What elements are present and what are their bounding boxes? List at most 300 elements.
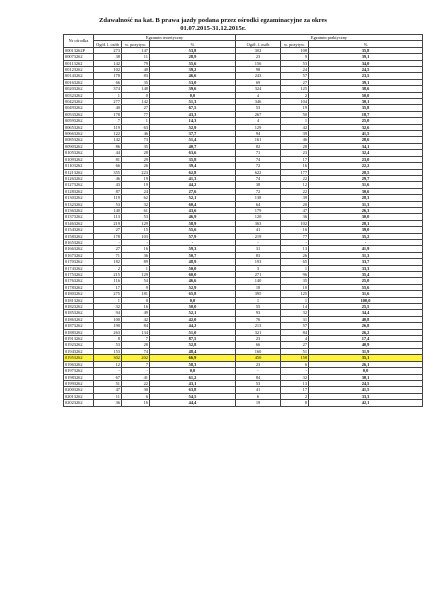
practice-passed-cell: 32 bbox=[281, 310, 309, 316]
theory-percent-cell: 52,1 bbox=[150, 310, 236, 316]
title-line-1: Zdawalność na kat. B prawa jazdy podana przez ośrodki egzaminacyjne za okres bbox=[99, 17, 327, 24]
practice-passed-cell: 14 bbox=[281, 304, 309, 310]
theory-percent-cell: 46,9 bbox=[150, 214, 236, 220]
practice-total-cell: 74 bbox=[236, 156, 281, 162]
theory-passed-cell: 15 bbox=[122, 227, 150, 233]
center-id-cell: 02023262 bbox=[64, 400, 94, 406]
center-id-cell: 01823262 bbox=[64, 304, 94, 310]
theory-total-cell: 94 bbox=[94, 310, 122, 316]
theory-passed-cell: 129 bbox=[122, 272, 150, 278]
center-id-cell: 00143262 bbox=[64, 73, 94, 79]
practice-passed-cell: 50 bbox=[281, 111, 309, 117]
practice-percent-cell: 34,1 bbox=[309, 143, 423, 149]
theory-total-cell: 140 bbox=[94, 207, 122, 213]
theory-total-cell: 44 bbox=[94, 150, 122, 156]
theory-total-cell: 1 bbox=[94, 297, 122, 303]
header-theory-percent: % bbox=[150, 41, 236, 47]
practice-total-cell: 3 bbox=[236, 265, 281, 271]
practice-percent-cell: 32,6 bbox=[309, 124, 423, 130]
center-id-cell: 00533262 bbox=[64, 111, 94, 117]
theory-percent-cell: 27,6 bbox=[150, 188, 236, 194]
practice-total-cell: 324 bbox=[236, 86, 281, 92]
theory-percent-cell: 35,8 bbox=[150, 156, 236, 162]
theory-passed-cell: 16 bbox=[122, 304, 150, 310]
theory-total-cell: 142 bbox=[94, 60, 122, 66]
practice-percent-cell: - bbox=[309, 239, 423, 245]
practice-passed-cell: 39 bbox=[281, 131, 309, 137]
practice-passed-cell: 51 bbox=[281, 348, 309, 354]
theory-passed-cell: 74 bbox=[122, 348, 150, 354]
center-id-cell: 01373262 bbox=[64, 214, 94, 220]
theory-passed-cell: 42 bbox=[122, 316, 150, 322]
practice-total-cell: 18 bbox=[236, 284, 281, 290]
practice-passed-cell: 1 bbox=[281, 265, 309, 271]
theory-passed-cell: 26 bbox=[122, 163, 150, 169]
practice-total-cell: 64 bbox=[236, 201, 281, 207]
practice-percent-cell: 17,4 bbox=[309, 336, 423, 342]
practice-total-cell: 69 bbox=[236, 79, 281, 85]
theory-percent-cell: 58,3 bbox=[150, 361, 236, 367]
theory-passed-cell: 7 bbox=[122, 336, 150, 342]
practice-total-cell: 622 bbox=[236, 169, 281, 175]
practice-percent-cell: 33,3 bbox=[309, 393, 423, 399]
practice-percent-cell: 23,0 bbox=[309, 156, 423, 162]
theory-total-cell: 116 bbox=[94, 278, 122, 284]
theory-percent-cell: 43,1 bbox=[150, 380, 236, 386]
theory-passed-cell: 134 bbox=[122, 329, 150, 335]
theory-total-cell: 46 bbox=[94, 175, 122, 181]
center-id-cell: 01363262 bbox=[64, 207, 94, 213]
center-id-cell: 01753262 bbox=[64, 272, 94, 278]
theory-passed-cell: 35 bbox=[122, 143, 150, 149]
practice-passed-cell: 39 bbox=[281, 195, 309, 201]
practice-percent-cell: 41,5 bbox=[309, 131, 423, 137]
practice-percent-cell: 40,8 bbox=[309, 316, 423, 322]
practice-percent-cell: 31,6 bbox=[309, 182, 423, 188]
practice-percent-cell: 38,1 bbox=[309, 374, 423, 380]
theory-passed-cell: 41 bbox=[122, 374, 150, 380]
practice-total-cell: 41 bbox=[236, 227, 281, 233]
theory-total-cell: 263 bbox=[94, 329, 122, 335]
practice-percent-cell: 25,0 bbox=[309, 118, 423, 124]
practice-passed-cell: 22 bbox=[281, 188, 309, 194]
practice-passed-cell: 16 bbox=[281, 163, 309, 169]
theory-passed-cell: 84 bbox=[122, 323, 150, 329]
title-line-2: 01.07.2015-31.12.2015r. bbox=[180, 25, 246, 32]
theory-passed-cell: 9 bbox=[122, 284, 150, 290]
center-id-cell: 01463262 bbox=[64, 220, 94, 226]
practice-passed-cell: 24 bbox=[281, 67, 309, 73]
practice-total-cell: 267 bbox=[236, 111, 281, 117]
theory-percent-cell: 54,5 bbox=[150, 393, 236, 399]
theory-passed-cell: 202 bbox=[122, 355, 150, 361]
practice-total-cell: 53 bbox=[236, 105, 281, 111]
theory-percent-cell: 59,3 bbox=[150, 246, 236, 252]
center-id-cell: 00423262 bbox=[64, 99, 94, 105]
practice-percent-cell: 34,4 bbox=[309, 310, 423, 316]
theory-passed-cell: 19 bbox=[122, 182, 150, 188]
practice-passed-cell: 125 bbox=[281, 291, 309, 297]
practice-passed-cell: 46 bbox=[281, 137, 309, 143]
practice-passed-cell: 8 bbox=[281, 400, 309, 406]
center-id-cell: 01053262 bbox=[64, 150, 94, 156]
theory-passed-cell: 16 bbox=[122, 400, 150, 406]
practice-passed-cell: 19 bbox=[281, 105, 309, 111]
theory-total-cell: 27 bbox=[94, 246, 122, 252]
theory-total-cell: 113 bbox=[94, 214, 122, 220]
practice-passed-cell: 57 bbox=[281, 323, 309, 329]
theory-percent-cell: 52,9 bbox=[150, 284, 236, 290]
theory-percent-cell: 39,4 bbox=[150, 163, 236, 169]
practice-passed-cell: 9 bbox=[281, 54, 309, 60]
theory-percent-cell: 66,9 bbox=[150, 355, 236, 361]
theory-percent-cell: 52,8 bbox=[150, 342, 236, 348]
practice-percent-cell: 28,5 bbox=[309, 169, 423, 175]
practice-passed-cell: 1 bbox=[281, 297, 309, 303]
center-id-cell: 00593262 bbox=[64, 118, 94, 124]
theory-passed-cell: 1 bbox=[122, 265, 150, 271]
center-id-cell: 00653262 bbox=[64, 124, 94, 130]
practice-total-cell: 346 bbox=[236, 99, 281, 105]
center-id-cell: 01803262 bbox=[64, 291, 94, 297]
practice-passed-cell: 31 bbox=[281, 316, 309, 322]
theory-passed-cell: 40 bbox=[122, 67, 150, 73]
practice-percent-cell: 31,3 bbox=[309, 252, 423, 258]
practice-passed-cell: 17 bbox=[281, 387, 309, 393]
theory-passed-cell: 32 bbox=[122, 201, 150, 207]
practice-total-cell: 395 bbox=[236, 291, 281, 297]
theory-percent-cell: 46,6 bbox=[150, 73, 236, 79]
practice-percent-cell: 39,0 bbox=[309, 227, 423, 233]
practice-total-cell: 160 bbox=[236, 348, 281, 354]
theory-percent-cell: 51,3 bbox=[150, 99, 236, 105]
theory-total-cell: 102 bbox=[94, 67, 122, 73]
practice-percent-cell: 30,1 bbox=[309, 99, 423, 105]
practice-percent-cell: 30,0 bbox=[309, 214, 423, 220]
theory-passed-cell: 73 bbox=[122, 137, 150, 143]
theory-total-cell: 53 bbox=[94, 342, 122, 348]
center-id-cell: 01673262 bbox=[64, 252, 94, 258]
theory-percent-cell: 0,0 bbox=[150, 92, 236, 98]
practice-total-cell: 93 bbox=[236, 310, 281, 316]
theory-percent-cell: 61,2 bbox=[150, 374, 236, 380]
practice-passed-cell: - bbox=[281, 239, 309, 245]
theory-passed-cell: 24 bbox=[122, 188, 150, 194]
practice-passed-cell: 42 bbox=[281, 124, 309, 130]
theory-total-cell: 190 bbox=[94, 323, 122, 329]
practice-percent-cell: 32,4 bbox=[309, 150, 423, 156]
theory-total-cell: 119 bbox=[94, 124, 122, 130]
practice-total-cell: 156 bbox=[236, 60, 281, 66]
practice-total-cell: 53 bbox=[236, 380, 281, 386]
theory-passed-cell: 35 bbox=[122, 79, 150, 85]
practice-total-cell: 66 bbox=[236, 342, 281, 348]
practice-total-cell: 41 bbox=[236, 387, 281, 393]
practice-total-cell: 1 bbox=[236, 297, 281, 303]
practice-total-cell: 120 bbox=[236, 214, 281, 220]
center-id-cell: 00903262 bbox=[64, 143, 94, 149]
practice-passed-cell: 23 bbox=[281, 150, 309, 156]
header-practice-percent: % bbox=[309, 41, 423, 47]
document-title bbox=[63, 17, 363, 33]
theory-percent-cell: 57,9 bbox=[150, 233, 236, 239]
theory-passed-cell: 27 bbox=[122, 105, 150, 111]
practice-percent-cell: 40,9 bbox=[309, 342, 423, 348]
theory-passed-cell: 53 bbox=[122, 214, 150, 220]
theory-percent-cell: 52,1 bbox=[150, 195, 236, 201]
theory-percent-cell: 48,4 bbox=[150, 348, 236, 354]
practice-percent-cell: 31,9 bbox=[309, 348, 423, 354]
practice-passed-cell: 2 bbox=[281, 393, 309, 399]
theory-total-cell: 86 bbox=[94, 143, 122, 149]
practice-percent-cell: 38,6 bbox=[309, 86, 423, 92]
practice-percent-cell: 50,0 bbox=[309, 92, 423, 98]
theory-total-cell: 142 bbox=[94, 137, 122, 143]
practice-percent-cell: 23,5 bbox=[309, 73, 423, 79]
theory-percent-cell: 42,0 bbox=[150, 316, 236, 322]
center-id-cell: 01663262 bbox=[64, 246, 94, 252]
practice-percent-cell: 35,1 bbox=[309, 355, 423, 361]
practice-total-cell: 55 bbox=[236, 304, 281, 310]
practice-passed-cell: 77 bbox=[281, 233, 309, 239]
theory-total-cell: 47 bbox=[94, 387, 122, 393]
center-id-cell: 01853262 bbox=[64, 310, 94, 316]
header-theory-passed: w. pozytyw. bbox=[122, 41, 150, 47]
theory-percent-cell: 43,6 bbox=[150, 207, 236, 213]
practice-passed-cell: - bbox=[281, 368, 309, 374]
practice-percent-cell: 33,3 bbox=[309, 265, 423, 271]
center-id-cell: 00663262 bbox=[64, 131, 94, 137]
practice-total-cell: 23 bbox=[236, 361, 281, 367]
theory-total-cell: 277 bbox=[94, 99, 122, 105]
theory-total-cell: 87 bbox=[94, 188, 122, 194]
theory-percent-cell: 40,7 bbox=[150, 143, 236, 149]
theory-total-cell: 355 bbox=[94, 169, 122, 175]
theory-total-cell: 302 bbox=[94, 355, 122, 361]
theory-total-cell: 1 bbox=[94, 92, 122, 98]
center-id-cell: 00853262 bbox=[64, 137, 94, 143]
theory-percent-cell: 39,6 bbox=[150, 86, 236, 92]
theory-total-cell: 178 bbox=[94, 233, 122, 239]
practice-passed-cell: 13 bbox=[281, 380, 309, 386]
header-practice: Egzamin praktyczny bbox=[236, 35, 423, 41]
theory-percent-cell: 63,8 bbox=[150, 387, 236, 393]
practice-percent-cell: 26,2 bbox=[309, 329, 423, 335]
theory-passed-cell: 29 bbox=[122, 156, 150, 162]
practice-percent-cell: 26,8 bbox=[309, 323, 423, 329]
practice-total-cell: 161 bbox=[236, 137, 281, 143]
theory-passed-cell: 28 bbox=[122, 150, 150, 156]
theory-percent-cell: 50,7 bbox=[150, 252, 236, 258]
practice-percent-cell: 28,6 bbox=[309, 137, 423, 143]
practice-passed-cell: 10 bbox=[281, 284, 309, 290]
theory-percent-cell: 51,4 bbox=[150, 137, 236, 143]
theory-passed-cell: 16 bbox=[122, 246, 150, 252]
theory-percent-cell: 46,6 bbox=[150, 278, 236, 284]
practice-passed-cell: 13 bbox=[281, 246, 309, 252]
practice-total-cell: 84 bbox=[236, 374, 281, 380]
theory-percent-cell: 63,6 bbox=[150, 150, 236, 156]
practice-total-cell: 31 bbox=[236, 246, 281, 252]
center-id-cell: 00113262 bbox=[64, 60, 94, 66]
center-id-cell: 01263262 bbox=[64, 175, 94, 181]
practice-total-cell: 72 bbox=[236, 163, 281, 169]
practice-total-cell: 74 bbox=[236, 175, 281, 181]
theory-passed-cell: 61 bbox=[122, 207, 150, 213]
practice-percent-cell: 39,1 bbox=[309, 79, 423, 85]
practice-total-cell: 38 bbox=[236, 182, 281, 188]
theory-total-cell: 11 bbox=[94, 393, 122, 399]
practice-percent-cell: 35,8 bbox=[309, 47, 423, 53]
practice-percent-cell: 33,7 bbox=[309, 259, 423, 265]
theory-passed-cell: 49 bbox=[122, 310, 150, 316]
practice-passed-cell: 1 bbox=[281, 118, 309, 124]
practice-passed-cell: 12 bbox=[281, 182, 309, 188]
practice-percent-cell: 31,3 bbox=[309, 201, 423, 207]
practice-percent-cell: 100,0 bbox=[309, 297, 423, 303]
theory-percent-cell: 0,0 bbox=[150, 297, 236, 303]
theory-percent-cell: 87,5 bbox=[150, 336, 236, 342]
practice-percent-cell: 35,8 bbox=[309, 105, 423, 111]
practice-total-cell: - bbox=[236, 368, 281, 374]
practice-total-cell: 213 bbox=[236, 323, 281, 329]
theory-passed-cell: 28 bbox=[122, 342, 150, 348]
center-id-cell: 01983262 bbox=[64, 374, 94, 380]
theory-percent-cell: 44,2 bbox=[150, 323, 236, 329]
theory-passed-cell: 7 bbox=[122, 361, 150, 367]
practice-total-cell: 243 bbox=[236, 73, 281, 79]
header-center: Nr ośrodka bbox=[64, 35, 94, 48]
center-id-cell: 01873262 bbox=[64, 323, 94, 329]
theory-percent-cell: 55,6 bbox=[150, 227, 236, 233]
center-id-cell: 01303262 bbox=[64, 195, 94, 201]
theory-passed-cell: 83 bbox=[122, 73, 150, 79]
practice-passed-cell: 177 bbox=[281, 169, 309, 175]
practice-total-cell: 179 bbox=[236, 207, 281, 213]
practice-passed-cell: 17 bbox=[281, 156, 309, 162]
theory-passed-cell: 77 bbox=[122, 111, 150, 117]
theory-percent-cell: 65,8 bbox=[150, 291, 236, 297]
center-id-cell: 01323262 bbox=[64, 201, 94, 207]
center-id-cell: 02003262 bbox=[64, 387, 94, 393]
practice-passed-cell: 35 bbox=[281, 278, 309, 284]
practice-passed-cell: 47 bbox=[281, 207, 309, 213]
theory-percent-cell: 50,0 bbox=[150, 265, 236, 271]
practice-passed-cell: 2 bbox=[281, 92, 309, 98]
center-id-cell: 01703262 bbox=[64, 259, 94, 265]
theory-percent-cell: 62,8 bbox=[150, 169, 236, 175]
practice-percent-cell: 34,0 bbox=[309, 60, 423, 66]
center-id-cell: 00493262 bbox=[64, 105, 94, 111]
center-id-cell: 01883262 bbox=[64, 329, 94, 335]
theory-total-cell: 53 bbox=[94, 201, 122, 207]
center-id-cell: 01783262 bbox=[64, 284, 94, 290]
theory-passed-cell: 147 bbox=[122, 47, 150, 53]
theory-passed-cell: 22 bbox=[122, 380, 150, 386]
theory-total-cell: 153 bbox=[94, 348, 122, 354]
practice-total-cell: 302 bbox=[236, 47, 281, 53]
theory-passed-cell: 54 bbox=[122, 278, 150, 284]
center-id-cell: 00123262 bbox=[64, 67, 94, 73]
practice-percent-cell: 55,6 bbox=[309, 284, 423, 290]
practice-total-cell: 23 bbox=[236, 336, 281, 342]
theory-total-cell: 178 bbox=[94, 73, 122, 79]
practice-total-cell: 450 bbox=[236, 355, 281, 361]
practice-total-cell: 271 bbox=[236, 272, 281, 278]
theory-percent-cell: 0,0 bbox=[150, 368, 236, 374]
practice-passed-cell: 27 bbox=[281, 79, 309, 85]
practice-total-cell: 94 bbox=[236, 131, 281, 137]
theory-percent-cell: 52,9 bbox=[150, 124, 236, 130]
header-practice-total: Ogół. l. osób bbox=[236, 41, 281, 47]
practice-percent-cell: 41,9 bbox=[309, 246, 423, 252]
theory-total-cell: - bbox=[94, 239, 122, 245]
theory-percent-cell: 14,3 bbox=[150, 118, 236, 124]
practice-percent-cell: 26,1 bbox=[309, 361, 423, 367]
theory-passed-cell: 148 bbox=[122, 86, 150, 92]
center-id-cell: 01963262 bbox=[64, 361, 94, 367]
theory-passed-cell: 62 bbox=[122, 195, 150, 201]
theory-percent-cell: 44,2 bbox=[150, 182, 236, 188]
theory-total-cell: 27 bbox=[94, 227, 122, 233]
results-table bbox=[63, 34, 423, 407]
theory-percent-cell: 60,4 bbox=[150, 201, 236, 207]
practice-passed-cell: 27 bbox=[281, 342, 309, 348]
center-id-cell: 00203262 bbox=[64, 86, 94, 92]
theory-total-cell: 219 bbox=[94, 220, 122, 226]
header-practice-passed: w. pozytyw. bbox=[281, 41, 309, 47]
practice-total-cell: 193 bbox=[236, 259, 281, 265]
theory-percent-cell: 39,2 bbox=[150, 67, 236, 73]
practice-total-cell: 72 bbox=[236, 188, 281, 194]
theory-passed-cell: - bbox=[122, 368, 150, 374]
theory-percent-cell: 48,9 bbox=[150, 259, 236, 265]
theory-total-cell: 119 bbox=[94, 195, 122, 201]
theory-percent-cell: 44,4 bbox=[150, 400, 236, 406]
theory-total-cell: 273 bbox=[94, 47, 122, 53]
theory-passed-cell: - bbox=[122, 239, 150, 245]
theory-passed-cell: 1 bbox=[122, 118, 150, 124]
practice-passed-cell: 102 bbox=[281, 220, 309, 226]
practice-total-cell: 4 bbox=[236, 118, 281, 124]
theory-total-cell: 215 bbox=[94, 272, 122, 278]
practice-total-cell: 129 bbox=[236, 124, 281, 130]
center-id-cell: 01863262 bbox=[64, 316, 94, 322]
theory-total-cell: 32 bbox=[94, 304, 122, 310]
practice-passed-cell: 125 bbox=[281, 86, 309, 92]
theory-percent-cell: 58,9 bbox=[150, 220, 236, 226]
practice-percent-cell: 0,0 bbox=[309, 368, 423, 374]
theory-passed-cell: 0 bbox=[122, 297, 150, 303]
theory-passed-cell: 6 bbox=[122, 393, 150, 399]
theory-percent-cell: 41,3 bbox=[150, 175, 236, 181]
practice-passed-cell: 158 bbox=[281, 355, 309, 361]
theory-percent-cell: - bbox=[150, 239, 236, 245]
practice-total-cell: 83 bbox=[236, 252, 281, 258]
theory-passed-cell: 11 bbox=[122, 54, 150, 60]
practice-percent-cell: 26,3 bbox=[309, 207, 423, 213]
theory-percent-cell: 60,0 bbox=[150, 272, 236, 278]
theory-passed-cell: 30 bbox=[122, 387, 150, 393]
center-id-cell: 01213262 bbox=[64, 169, 94, 175]
practice-percent-cell: 25,5 bbox=[309, 304, 423, 310]
theory-total-cell: 275 bbox=[94, 291, 122, 297]
practice-percent-cell: 28,3 bbox=[309, 195, 423, 201]
table-body bbox=[64, 47, 423, 406]
practice-total-cell: 76 bbox=[236, 316, 281, 322]
theory-passed-cell: 19 bbox=[122, 175, 150, 181]
practice-passed-cell: 57 bbox=[281, 73, 309, 79]
